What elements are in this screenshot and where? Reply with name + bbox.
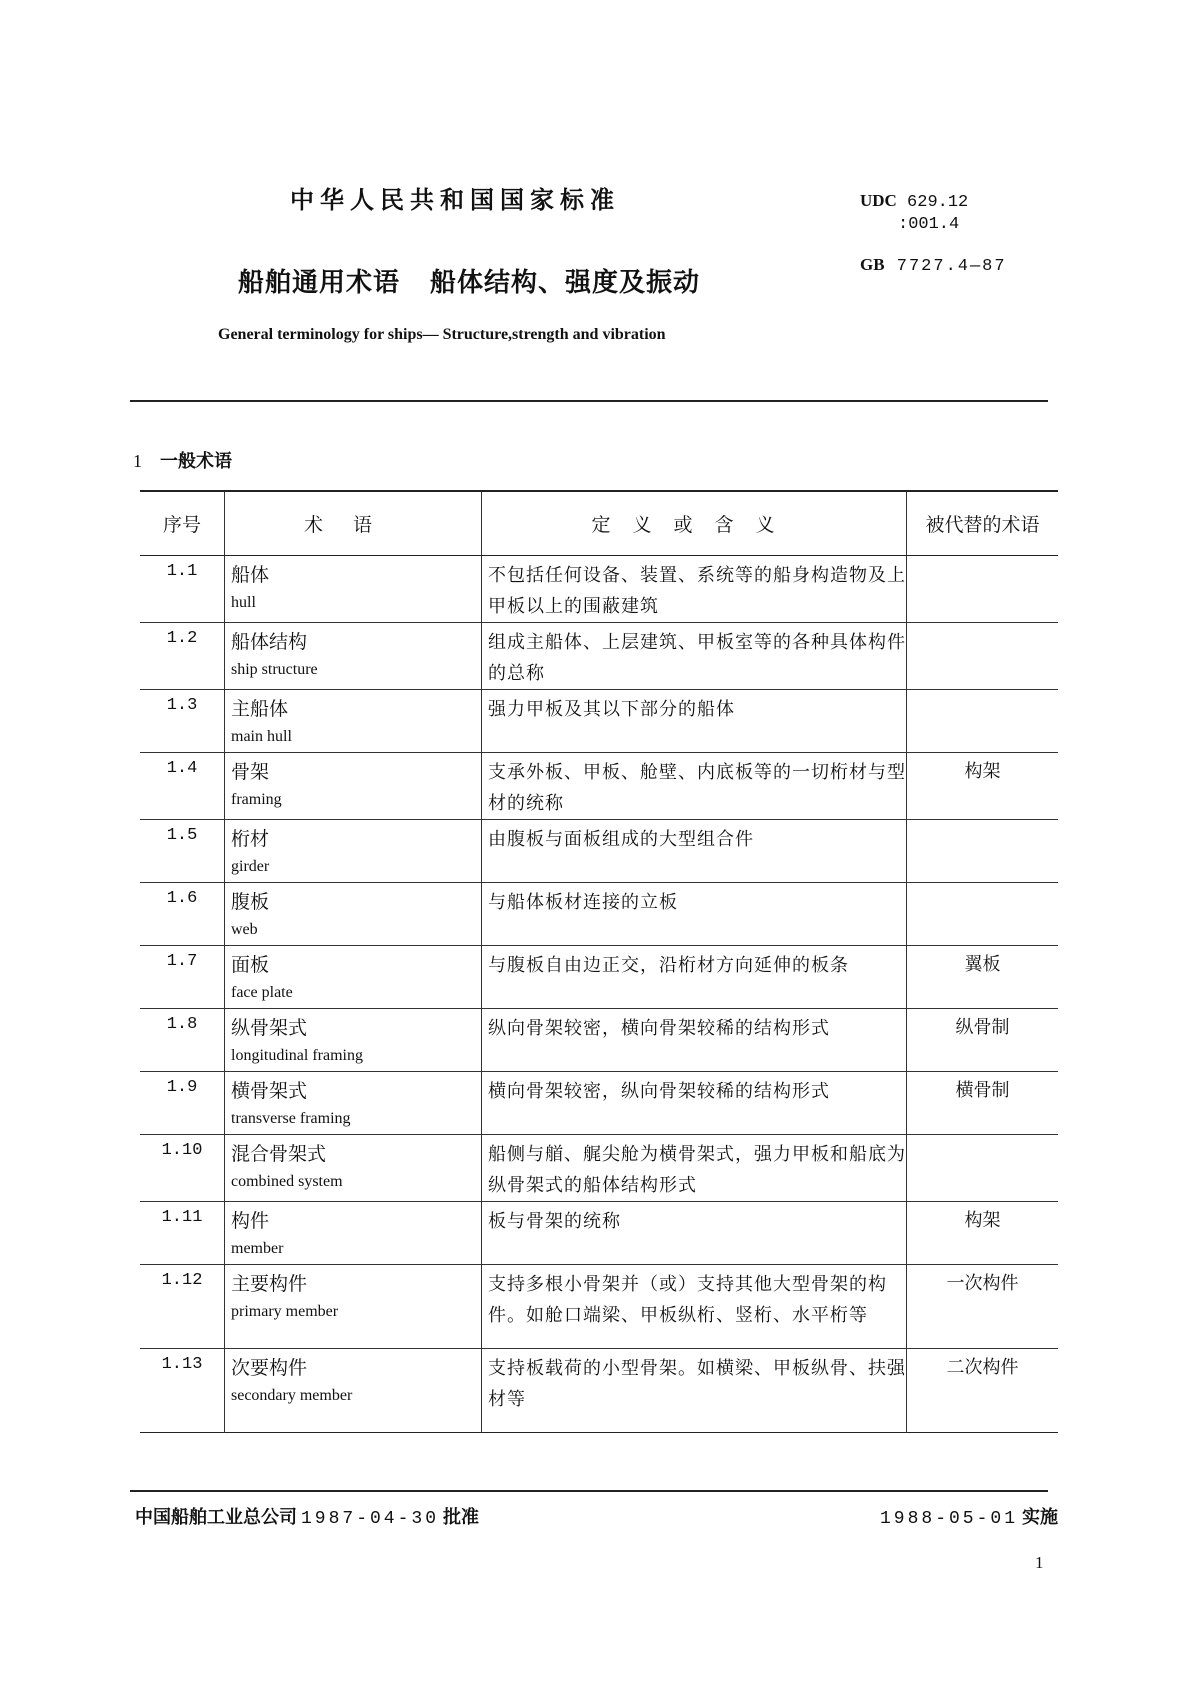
term-english: face plate (231, 983, 293, 1001)
table-row (140, 945, 1058, 1008)
term-number: 1.7 (140, 945, 225, 1008)
table-row (140, 622, 1058, 689)
approve-date: 1987-04-30 (301, 1509, 440, 1529)
table-row (140, 1201, 1058, 1264)
term-cell (225, 622, 482, 689)
replaced-term (907, 1134, 1059, 1201)
term-cell (225, 555, 482, 622)
section-number: 1 (133, 451, 142, 471)
replaced-term: 构架 (964, 760, 1001, 782)
term-number: 1.11 (140, 1201, 225, 1264)
term-chinese: 次要构件 (231, 1356, 308, 1379)
term-definition: 由腹板与面板组成的大型组合件 (482, 819, 907, 882)
header-replaced-term: 被代替的术语 (907, 491, 1059, 555)
term-cell (225, 1008, 482, 1071)
issuer: 中国船舶工业总公司 (135, 1507, 297, 1528)
table-row (140, 555, 1058, 622)
term-chinese: 船体结构 (231, 630, 308, 653)
term-definition: 组成主船体、上层建筑、甲板室等的各种具体构件的总称 (482, 622, 907, 689)
section-title: 一般术语 (160, 451, 232, 472)
gb-number: 7727.4—87 (896, 257, 1007, 276)
term-cell (225, 819, 482, 882)
term-english: transverse framing (231, 1109, 351, 1127)
term-english: primary member (231, 1302, 339, 1320)
term-cell (225, 945, 482, 1008)
terms-table (140, 490, 1058, 1433)
header-definition: 定义或含义 (482, 491, 907, 555)
term-chinese: 桁材 (231, 827, 270, 850)
term-definition: 不包括任何设备、装置、系统等的船身构造物及上甲板以上的围蔽建筑 (482, 555, 907, 622)
replaced-term: 横骨制 (955, 1079, 1010, 1101)
term-chinese: 主船体 (231, 697, 289, 720)
replaced-term: 一次构件 (946, 1272, 1019, 1294)
term-english: girder (231, 857, 270, 875)
replaced-term (907, 819, 1059, 882)
term-number: 1.8 (140, 1008, 225, 1071)
term-cell (225, 752, 482, 819)
document-title (238, 262, 700, 299)
table-row (140, 819, 1058, 882)
term-chinese: 主要构件 (231, 1272, 308, 1295)
term-english: hull (231, 593, 256, 611)
term-chinese: 混合骨架式 (231, 1142, 327, 1165)
term-definition: 强力甲板及其以下部分的船体 (482, 689, 907, 752)
term-number: 1.2 (140, 622, 225, 689)
term-definition: 纵向骨架较密，横向骨架较稀的结构形式 (482, 1008, 907, 1071)
term-number: 1.9 (140, 1071, 225, 1134)
term-cell (225, 689, 482, 752)
table-row (140, 1348, 1058, 1432)
term-number: 1.10 (140, 1134, 225, 1201)
term-english: longitudinal framing (231, 1046, 363, 1064)
table-row (140, 752, 1058, 819)
term-english: framing (231, 790, 282, 808)
term-english: combined system (231, 1172, 343, 1190)
udc-label: UDC (860, 191, 897, 210)
term-definition: 与腹板自由边正交，沿桁材方向延伸的板条 (482, 945, 907, 1008)
section-heading (133, 447, 232, 473)
term-english: secondary member (231, 1386, 353, 1404)
term-chinese: 构件 (231, 1209, 270, 1232)
table-row (140, 689, 1058, 752)
title-part2: 船体结构、强度及振动 (430, 268, 701, 298)
term-chinese: 面板 (231, 953, 270, 976)
replaced-term: 翼板 (964, 953, 1001, 975)
term-number: 1.12 (140, 1264, 225, 1348)
term-definition: 板与骨架的统称 (482, 1201, 907, 1264)
term-number: 1.1 (140, 555, 225, 622)
footer-divider (130, 1490, 1048, 1492)
term-chinese: 横骨架式 (231, 1079, 308, 1102)
term-number: 1.4 (140, 752, 225, 819)
term-definition: 支承外板、甲板、舱壁、内底板等的一切桁材与型材的统称 (482, 752, 907, 819)
term-cell (225, 882, 482, 945)
title-part1: 船舶通用术语 (238, 268, 401, 298)
udc-line1: 629.12 (907, 193, 969, 212)
term-definition: 船侧与艏、艉尖舱为横骨架式，强力甲板和船底为纵骨架式的船体结构形式 (482, 1134, 907, 1201)
term-chinese: 纵骨架式 (231, 1016, 308, 1039)
term-chinese: 船体 (231, 563, 270, 586)
header-divider (130, 400, 1048, 402)
header-term: 术语 (225, 491, 482, 555)
term-english: member (231, 1239, 284, 1257)
implementation-label: 实施 (1022, 1507, 1059, 1528)
term-cell (225, 1264, 482, 1348)
term-cell (225, 1201, 482, 1264)
term-number: 1.3 (140, 689, 225, 752)
term-chinese: 骨架 (231, 760, 270, 783)
table-row (140, 1264, 1058, 1348)
term-number: 1.5 (140, 819, 225, 882)
approval-info (135, 1503, 479, 1529)
header-no: 序号 (140, 491, 225, 555)
term-definition: 横向骨架较密，纵向骨架较稀的结构形式 (482, 1071, 907, 1134)
term-chinese: 腹板 (231, 890, 270, 913)
replaced-term: 二次构件 (946, 1356, 1019, 1378)
gb-label: GB (860, 255, 885, 274)
table-row (140, 882, 1058, 945)
udc-code (860, 190, 968, 236)
term-cell (225, 1134, 482, 1201)
udc-line2: :001.4 (898, 215, 960, 234)
term-definition: 支持多根小骨架并（或）支持其他大型骨架的构件。如舱口端梁、甲板纵桁、竖桁、水平桁等 (482, 1264, 907, 1348)
replaced-term (907, 555, 1059, 622)
table-row (140, 1008, 1058, 1071)
replaced-term (907, 622, 1059, 689)
gb-code (860, 255, 1007, 276)
term-english: ship structure (231, 660, 318, 678)
term-cell (225, 1348, 482, 1432)
standard-type-title: 中华人民共和国国家标准 (290, 186, 620, 214)
replaced-term (907, 882, 1059, 945)
term-cell (225, 1071, 482, 1134)
implementation-date: 1988-05-01 (880, 1509, 1019, 1529)
term-english: main hull (231, 727, 292, 745)
term-english: web (231, 920, 258, 938)
table-row (140, 1134, 1058, 1201)
implementation-info (880, 1503, 1058, 1529)
table-row (140, 1071, 1058, 1134)
replaced-term (907, 689, 1059, 752)
term-number: 1.6 (140, 882, 225, 945)
english-title: General terminology for ships— Structure,strength and vibration (218, 326, 666, 343)
term-definition: 与船体板材连接的立板 (482, 882, 907, 945)
replaced-term: 纵骨制 (955, 1016, 1010, 1038)
table-header-row (140, 491, 1058, 555)
term-number: 1.13 (140, 1348, 225, 1432)
term-definition: 支持板载荷的小型骨架。如横梁、甲板纵骨、扶强材等 (482, 1348, 907, 1432)
page-number: 1 (1035, 1553, 1044, 1572)
replaced-term: 构架 (964, 1209, 1001, 1231)
approve-label: 批准 (443, 1507, 480, 1528)
